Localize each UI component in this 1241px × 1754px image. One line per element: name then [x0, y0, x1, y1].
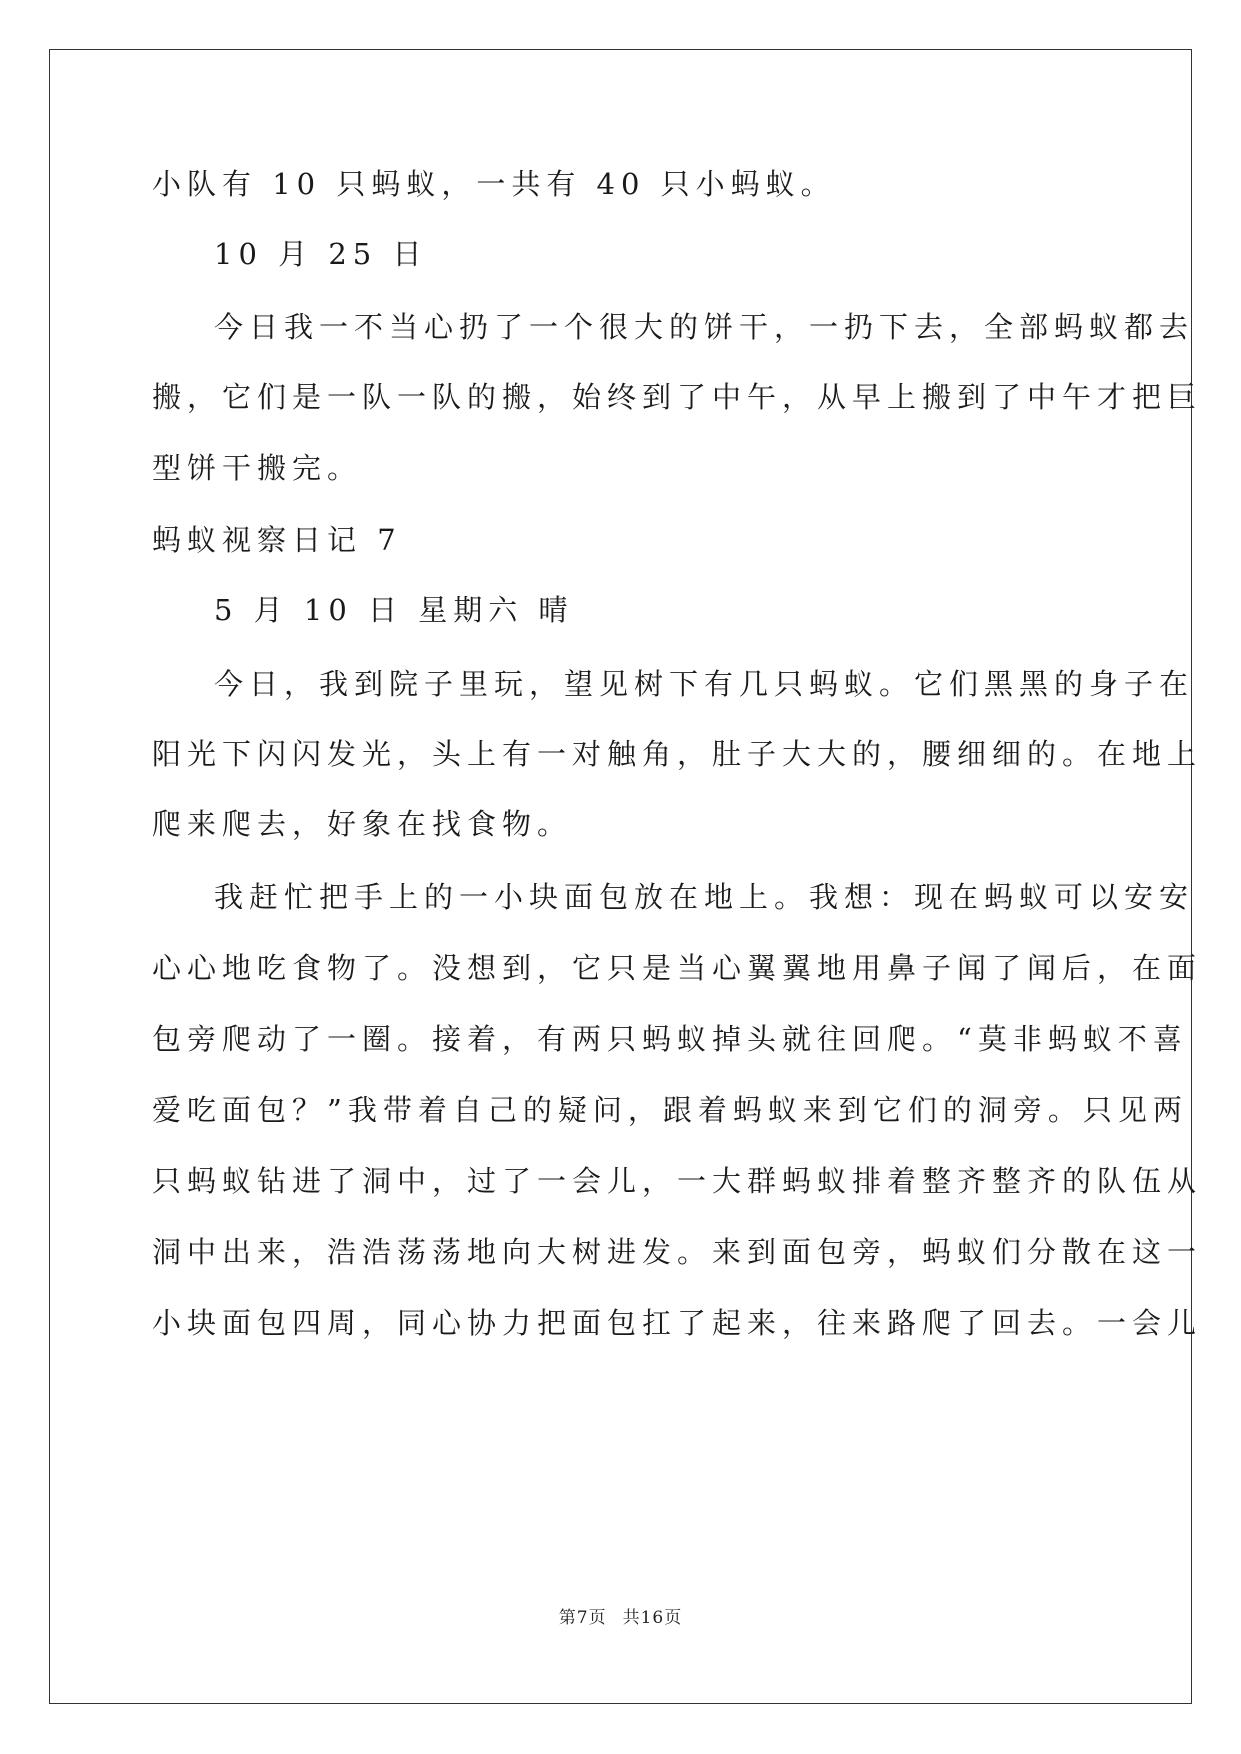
text-line: 小块面包四周，同心协力把面包扛了起来，往来路爬了回去。一会儿 — [152, 1306, 1203, 1340]
text-line: 爬来爬去，好象在找食物。 — [152, 807, 573, 841]
page-footer — [0, 1603, 1241, 1628]
text-line: 我赶忙把手上的一小块面包放在地上。我想：现在蚂蚁可以安安 — [214, 880, 1195, 914]
text-line: 小队有 10 只蚂蚁，一共有 40 只小蚂蚁。 — [152, 167, 836, 201]
text-line: 今日我一不当心扔了一个很大的饼干，一扔下去，全部蚂蚁都去 — [214, 310, 1195, 344]
date-heading: 5 月 10 日 星期六 晴 — [214, 593, 574, 627]
text-line: 心心地吃食物了。没想到，它只是当心翼翼地用鼻子闻了闻后，在面 — [152, 951, 1203, 985]
text-line: 阳光下闪闪发光，头上有一对触角，肚子大大的，腰细细的。在地上 — [152, 737, 1203, 771]
page-number: 第7页 — [558, 1608, 607, 1628]
text-line: 爱吃面包？”我带着自己的疑问，跟着蚂蚁来到它们的洞旁。只见两 — [152, 1093, 1188, 1127]
page-total: 共16页 — [622, 1608, 683, 1628]
text-line: 今日，我到院子里玩，望见树下有几只蚂蚁。它们黑黑的身子在 — [214, 667, 1195, 701]
text-line: 包旁爬动了一圈。接着，有两只蚂蚁掉头就往回爬。“莫非蚂蚁不喜 — [152, 1022, 1188, 1056]
text-line: 型饼干搬完。 — [152, 451, 363, 485]
text-line: 只蚂蚁钻进了洞中，过了一会儿，一大群蚂蚁排着整齐整齐的队伍从 — [152, 1164, 1203, 1198]
text-line: 搬，它们是一队一队的搬，始终到了中午，从早上搬到了中午才把巨 — [152, 380, 1203, 414]
text-line: 洞中出来，浩浩荡荡地向大树进发。来到面包旁，蚂蚁们分散在这一 — [152, 1235, 1203, 1269]
section-title: 蚂蚁视察日记 7 — [152, 523, 402, 557]
date-heading: 10 月 25 日 — [214, 237, 428, 271]
